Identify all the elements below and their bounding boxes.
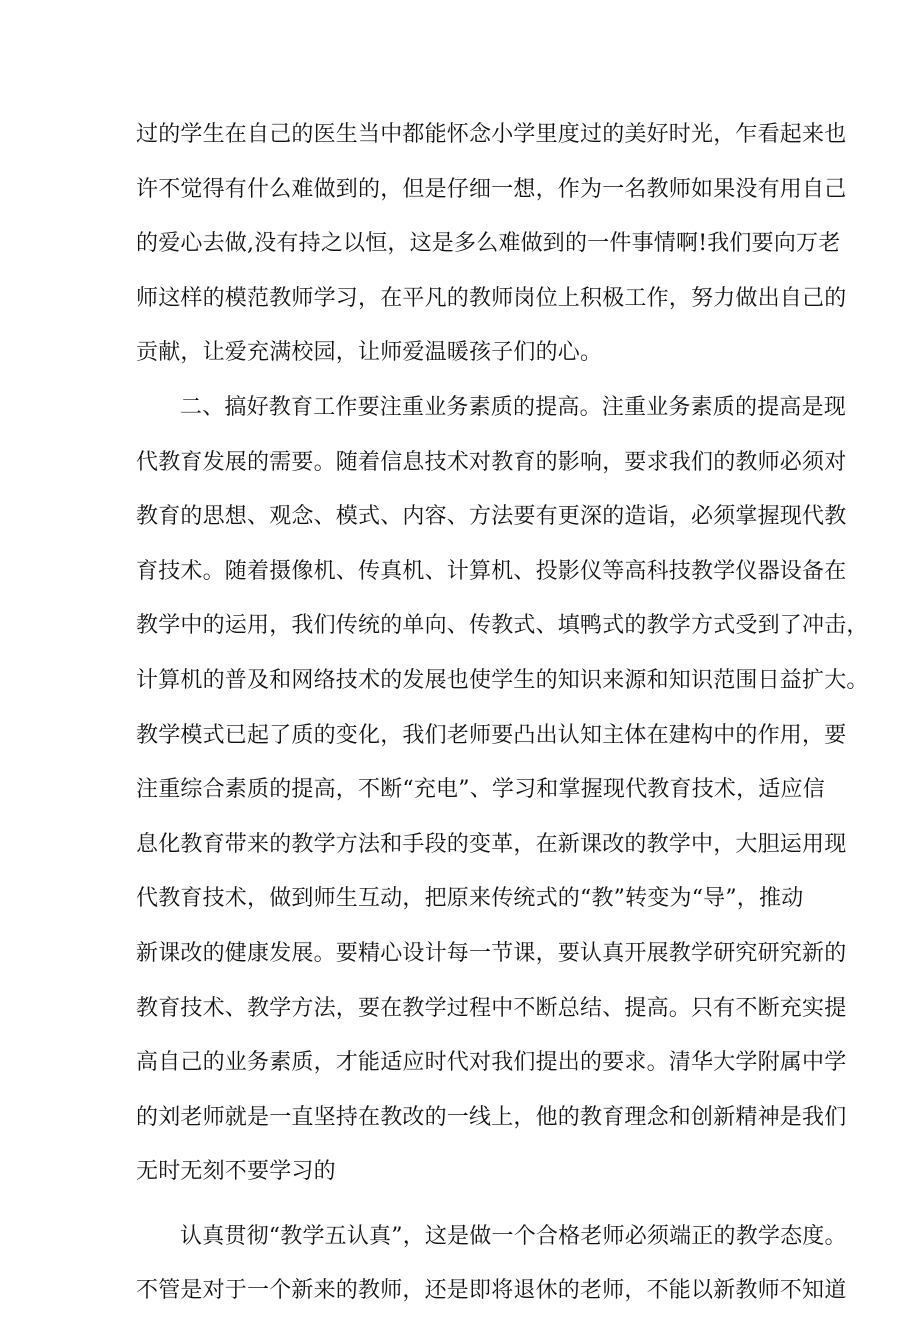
- text-line: 代教育发展的需要。随着信息技术对教育的影响，要求我们的教师必须对: [136, 449, 847, 475]
- text-line: 过的学生在自己的医生当中都能怀念小学里度过的美好时光，乍看起来也: [136, 122, 847, 147]
- text-line: 无时无刻不要学习的: [136, 1159, 336, 1185]
- text-line: 贡献，让爱充满校园，让师爱温暖孩子们的心。: [136, 340, 603, 366]
- text-line: 注重综合素质的提高，不断“充电”、学习和掌握现代教育技术，适应信: [136, 777, 825, 803]
- text-line: 育技术。随着摄像机、传真机、计算机、投影仪等高科技教学仪器设备在: [136, 558, 847, 584]
- text-line: 息化教育带来的教学方法和手段的变革，在新课改的教学中，大胆运用现: [136, 831, 847, 857]
- paragraph-1: [136, 108, 847, 381]
- paragraph-spacer: [136, 1200, 802, 1210]
- text-line: 的爱心去做,没有持之以恒，这是多么难做到的一件事情啊!我们要向万老: [136, 231, 841, 257]
- text-line: 教育技术、教学方法，要在教学过程中不断总结、提高。只有不断充实提: [136, 995, 847, 1021]
- document-body: [136, 108, 869, 1319]
- paragraph-3: [136, 1210, 847, 1319]
- text-line: 的刘老师就是一直坚持在教改的一线上，他的教育理念和创新精神是我们: [136, 1104, 847, 1130]
- text-line: 师这样的模范教师学习，在平凡的教师岗位上积极工作，努力做出自己的: [136, 285, 847, 311]
- text-line: 代教育技术，做到师生互动，把原来传统式的“教”转变为“导”，推动: [136, 886, 804, 912]
- text-line: 新课改的健康发展。要精心设计每一节课，要认真开展教学研究研究新的: [136, 940, 847, 966]
- text-line: 许不觉得有什么难做到的，但是仔细一想，作为一名教师如果没有用自己: [136, 176, 847, 202]
- text-line: 计算机的普及和网络技术的发展也使学生的知识来源和知识范围日益扩大。: [136, 667, 869, 693]
- text-line: 教学中的运用，我们传统的单向、传教式、填鸭式的教学方式受到了冲击，: [136, 613, 869, 639]
- text-line: 不管是对于一个新来的教师，还是即将退休的老师，不能以新教师不知道: [136, 1278, 847, 1304]
- text-line: 高自己的业务素质，才能适应时代对我们提出的要求。清华大学附属中学: [136, 1050, 847, 1076]
- text-line: 教育的思想、观念、模式、内容、方法要有更深的造诣，必须掌握现代教: [136, 504, 847, 530]
- paragraph-2: [136, 381, 869, 1200]
- text-line: 教学模式已起了质的变化，我们老师要凸出认知主体在建构中的作用，要: [136, 722, 847, 748]
- text-line: 二、搞好教育工作要注重业务素质的提高。注重业务素质的提高是现: [180, 394, 847, 420]
- text-line: 认真贯彻“教学五认真”，这是做一个合格老师必须端正的教学态度。: [180, 1223, 847, 1249]
